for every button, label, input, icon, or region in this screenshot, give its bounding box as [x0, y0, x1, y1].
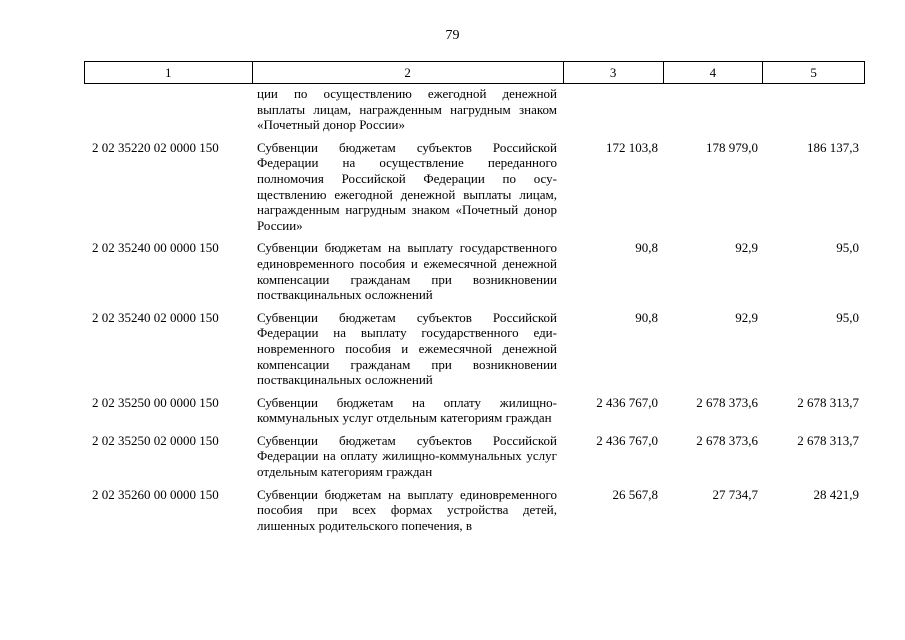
table-header: [84, 61, 865, 84]
value-col-5: 2 678 313,7: [797, 432, 859, 448]
value-col-4: 92,9: [735, 309, 758, 325]
column-header-3: 3: [564, 62, 664, 83]
value-col-4: 2 678 373,6: [696, 432, 758, 448]
table-row: [84, 310, 865, 388]
item-name: Субвенции бюджетам на выплату государственного единовременного пособия и ежемесячной денежной компенсации гражданам при возникновении поствакцинальных осложнений: [257, 240, 557, 303]
value-col-4: 178 979,0: [706, 139, 758, 155]
value-col-3: 26 567,8: [612, 486, 658, 502]
budget-code: 2 02 35260 00 0000 150: [92, 486, 219, 502]
item-name: Субвенции бюджетам субъектов Российской Федерации на осуществление переданного полномочия Российской Федерации по осуществлению ежегодной денежной выплаты лицам, награжденным нагрудным знаком «Почетный донор России»: [257, 139, 557, 233]
page-number: 79: [445, 28, 460, 43]
budget-code: 2 02 35250 00 0000 150: [92, 394, 219, 410]
value-col-5: 28 421,9: [813, 486, 859, 502]
column-header-1: 1: [85, 62, 253, 83]
item-name: Субвенции бюджетам субъектов Российской Федерации на оплату жилищно-коммунальных услуг отдельным категориям граждан: [257, 432, 557, 480]
column-header-2: 2: [253, 62, 564, 83]
value-col-3: 90,8: [635, 240, 658, 256]
value-col-3: 90,8: [635, 309, 658, 325]
column-header-5: 5: [810, 64, 817, 80]
table-row: [84, 240, 865, 302]
value-col-3: 2 436 767,0: [596, 394, 658, 410]
table-row: [84, 487, 865, 534]
value-col-3: [564, 86, 664, 133]
value-col-4: 92,9: [735, 240, 758, 256]
budget-code: [84, 86, 252, 133]
value-col-5: 186 137,3: [807, 139, 859, 155]
budget-table: [84, 61, 865, 540]
table-row: [84, 86, 865, 133]
value-col-5: 95,0: [836, 240, 859, 256]
value-col-4: 27 734,7: [712, 486, 758, 502]
item-name: Субвенции бюджетам субъектов Российской Федерации на выплату государственного единовременного пособия и ежемесячной денежной компенсации гражданам при возникновении поствакцинальных осложнений: [257, 309, 557, 388]
value-col-5: 2 678 313,7: [797, 394, 859, 410]
budget-code: 2 02 35240 00 0000 150: [92, 240, 219, 256]
budget-code: 2 02 35250 02 0000 150: [92, 432, 219, 448]
item-name: Субвенции бюджетам на выплату единовременного пособия при всех формах устройства детей, лишенных родительского попечения, в: [257, 486, 557, 533]
item-name: ции по осуществлению ежегодной денежной выплаты лицам, награжденным нагрудным знаком «Почетный донор России»: [257, 86, 557, 133]
item-name: Субвенции бюджетам на оплату жилищно-коммунальных услуг отдельным категориям граждан: [257, 394, 557, 426]
value-col-5: [764, 86, 865, 133]
table-row: [84, 140, 865, 234]
value-col-4: 2 678 373,6: [696, 394, 758, 410]
table-row: [84, 433, 865, 480]
budget-code: 2 02 35220 02 0000 150: [92, 139, 219, 155]
value-col-3: 172 103,8: [606, 139, 658, 155]
value-col-4: [664, 86, 764, 133]
table-row: [84, 395, 865, 426]
value-col-5: 95,0: [836, 309, 859, 325]
column-header-4: 4: [664, 62, 764, 83]
budget-code: 2 02 35240 02 0000 150: [92, 309, 219, 325]
value-col-3: 2 436 767,0: [596, 432, 658, 448]
